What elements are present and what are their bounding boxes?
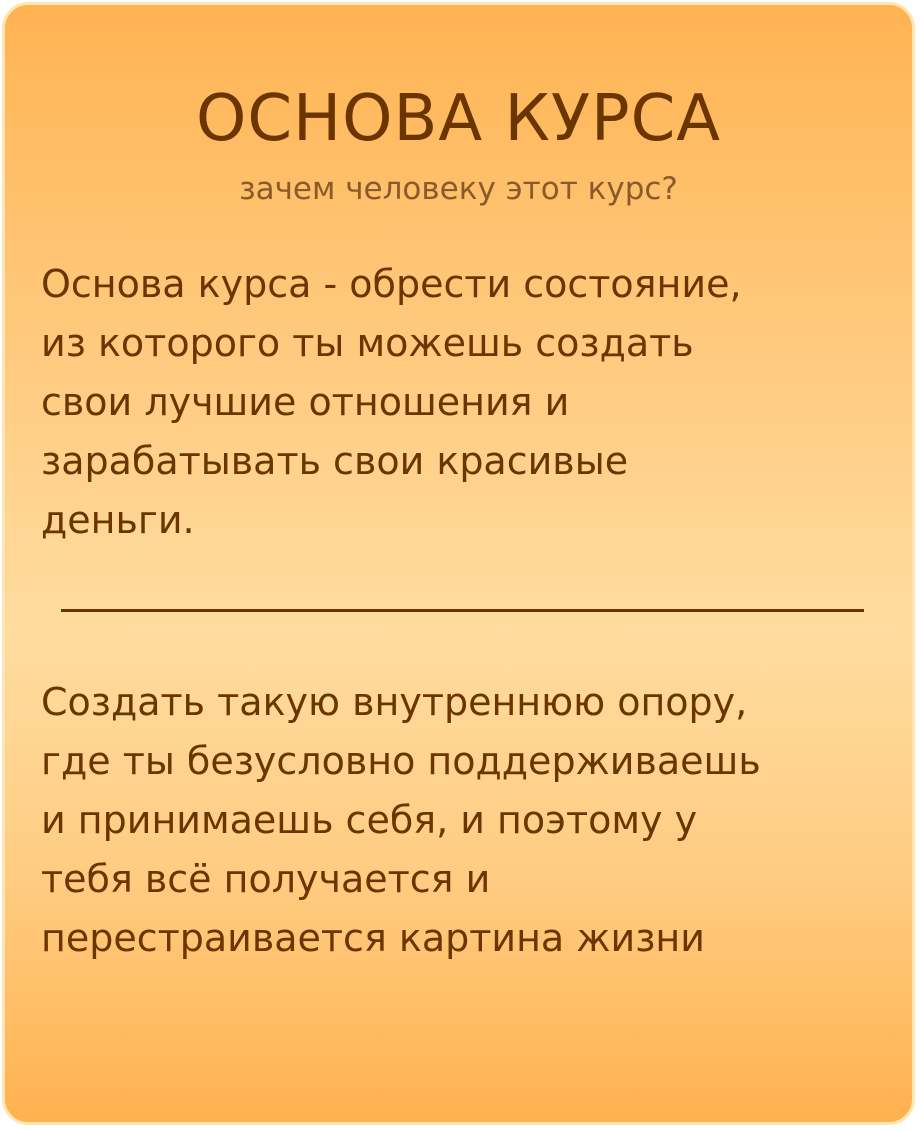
card-title: ОСНОВА КУРСА — [195, 82, 722, 156]
paragraph-line: где ты безусловно поддерживаешь — [41, 739, 761, 783]
course-basis-paragraph — [41, 255, 886, 550]
paragraph-line: Создать такую внутреннюю опору, — [41, 680, 748, 724]
paragraph-line: тебя всё получается и — [41, 857, 491, 901]
card-subtitle: зачем человеку этот курс? — [239, 171, 678, 207]
paragraph-line: деньги. — [41, 498, 195, 542]
section-divider — [61, 609, 864, 612]
course-info-card — [2, 2, 915, 1125]
paragraph-line: зарабатывать свои красивые — [41, 439, 629, 483]
inner-support-paragraph — [41, 673, 886, 968]
paragraph-line: Основа курса - обрести состояние, — [41, 262, 742, 306]
paragraph-line: перестраивается картина жизни — [41, 916, 705, 960]
paragraph-line: свои лучшие отношения и — [41, 380, 570, 424]
paragraph-line: и принимаешь себя, и поэтому у — [41, 798, 698, 842]
paragraph-line: из которого ты можешь создать — [41, 321, 694, 365]
